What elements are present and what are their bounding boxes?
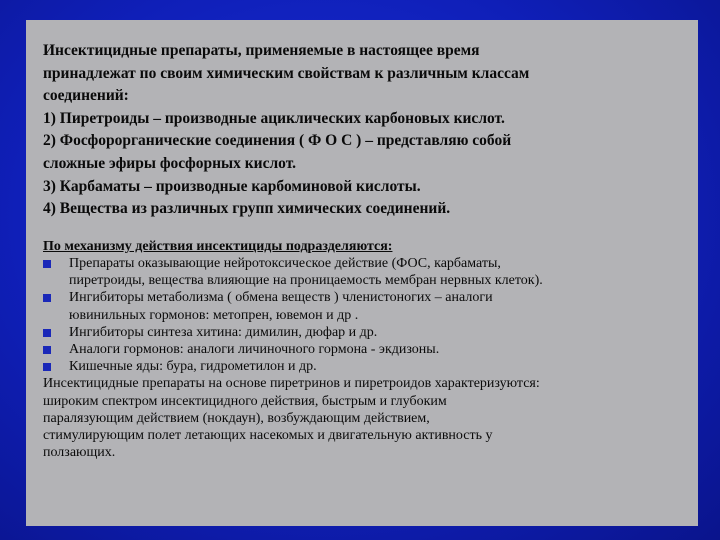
square-bullet-icon (43, 260, 51, 268)
conclusion-line: стимулирующим полет летающих насекомых и двигательную активность у (43, 427, 493, 443)
intro-line: Инсектицидные препараты, применяемые в настоящее время (43, 42, 480, 59)
conclusion-line: паралязующим действием (нокдаун), возбуждающим действием, (43, 410, 430, 426)
bullet-chitin-inhibitors (43, 324, 684, 341)
conclusion-line: широким спектром инсектицидного действия, быстрым и глубоким (43, 393, 447, 409)
class-item-other: 4) Вещества из различных групп химических соединений. (43, 200, 451, 218)
square-bullet-icon (43, 294, 51, 302)
bullet-line: ювинильных гормонов: метопрен, ювемон и др . (69, 307, 359, 323)
bullet-line: Аналоги гормонов: аналоги личиночного гормона - экдизоны. (69, 341, 440, 357)
bullet-line: Ингибиторы синтеза хитина: димилин, дюфар и др. (69, 324, 378, 340)
conclusion-line: Инсектицидные препараты на основе пиретринов и пиретроидов характеризуются: (43, 376, 540, 392)
pyrethroid-characteristics (43, 375, 684, 461)
bullet-neurotoxic (43, 255, 684, 289)
bullet-line: пиретроиды, вещества влияющие на проницаемость мембран нервных клеток). (69, 273, 543, 289)
bullet-hormone-analogs (43, 341, 684, 358)
square-bullet-icon (43, 329, 51, 337)
intro-line: принадлежат по своим химическим свойствам к различным классам (43, 64, 530, 82)
square-bullet-icon (43, 363, 51, 371)
intro-line: соединений: (43, 87, 129, 105)
insecticide-classes-block (43, 40, 684, 221)
slide-panel (26, 20, 698, 526)
class-item-fos-cont: сложные эфиры фосфорных кислот. (43, 154, 297, 172)
mechanism-heading: По механизму действия инсектициды подразделяются: (43, 238, 393, 254)
class-item-carbamates: 3) Карбаматы – производные карбоминовой кислоты. (43, 177, 421, 195)
bullet-intestinal-poisons (43, 358, 684, 375)
class-item-fos: 2) Фосфорорганические соединения ( Ф О С ) – представляю собой (43, 132, 512, 150)
bullet-metabolism-inhibitors (43, 289, 684, 323)
mechanism-section (43, 238, 684, 462)
bullet-line: Кишечные яды: бура, гидрометилон и др. (69, 359, 317, 375)
bullet-line: Ингибиторы метаболизма ( обмена веществ ) членистоногих – аналоги (69, 290, 493, 306)
square-bullet-icon (43, 346, 51, 354)
conclusion-line: ползающих. (43, 445, 116, 461)
bullet-line: Препараты оказывающие нейротоксическое действие (ФОС, карбаматы, (69, 255, 501, 271)
class-item-pyrethroids: 1) Пиретроиды – производные ациклических карбоновых кислот. (43, 109, 505, 127)
